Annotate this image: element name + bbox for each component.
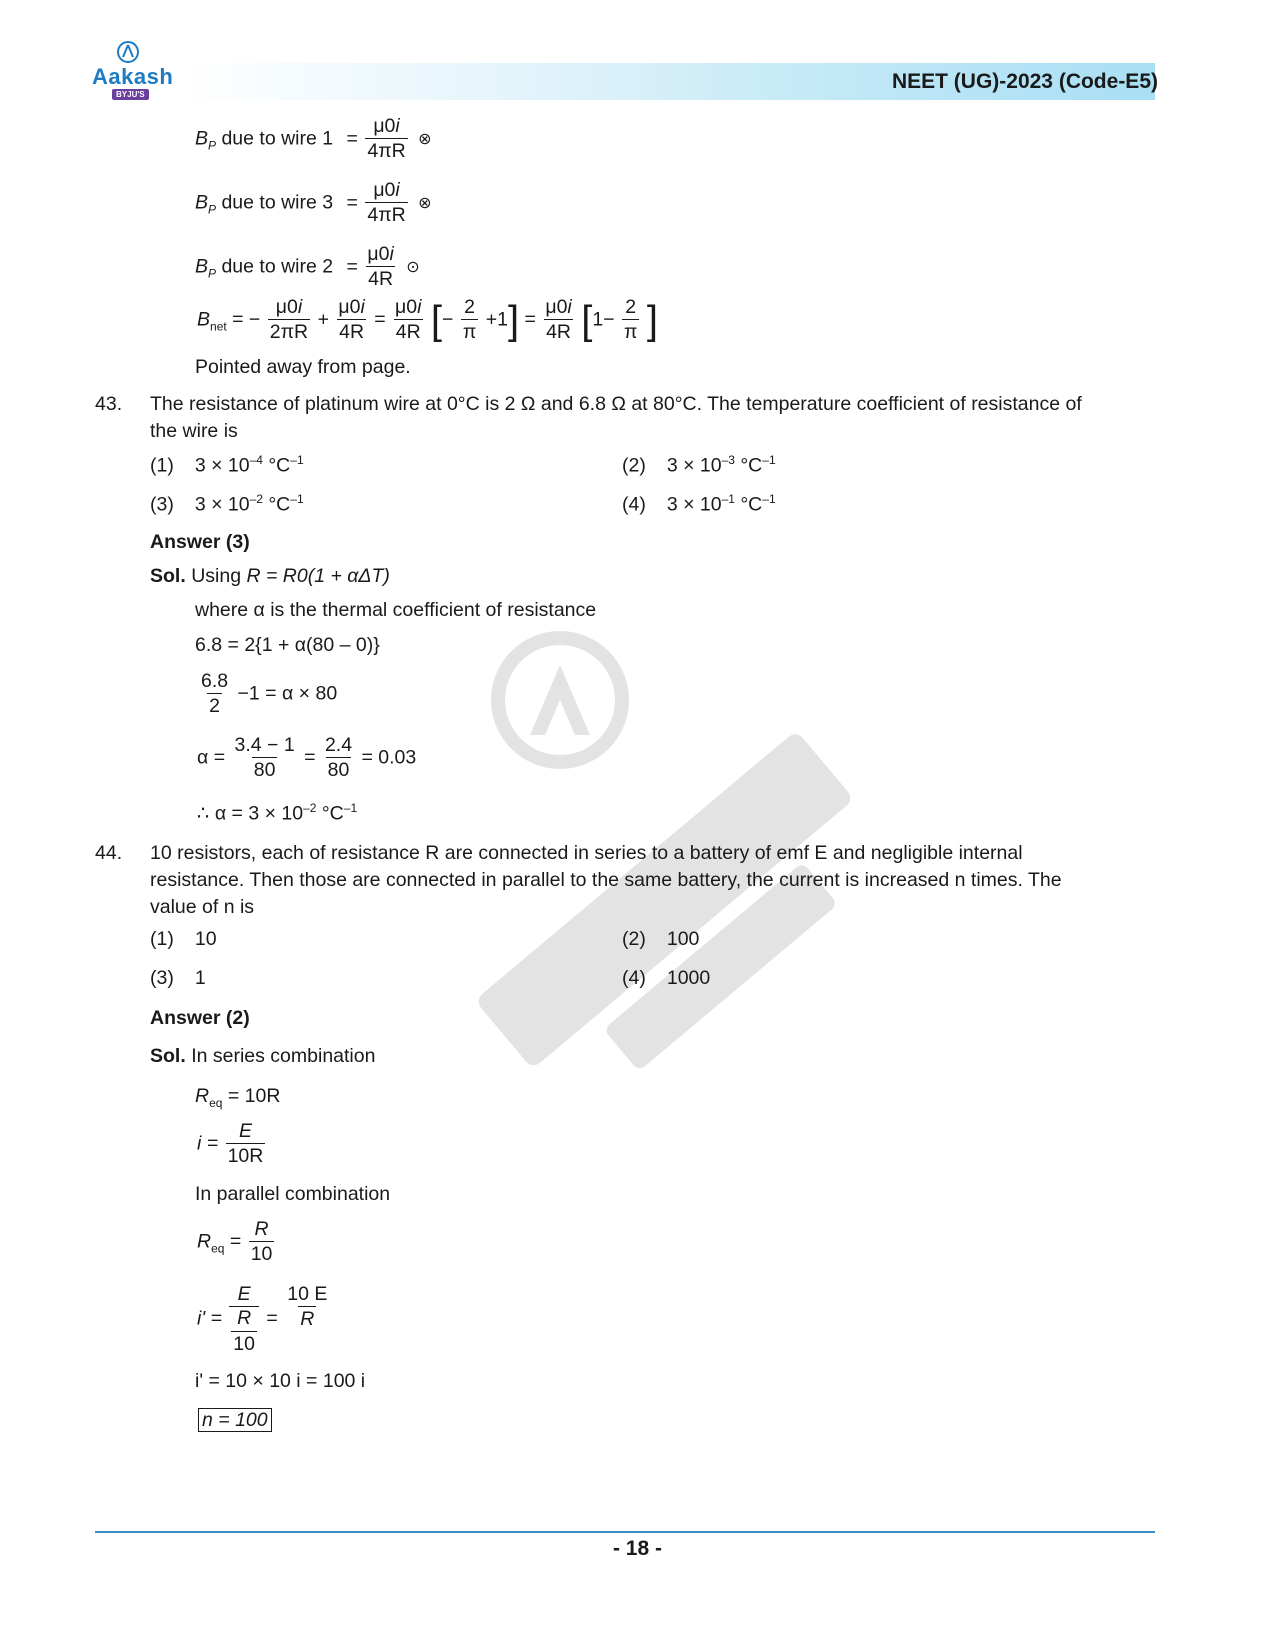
- logo-text: Aakash: [92, 64, 174, 89]
- current-series: i = $\frac{E}{10R}$: [197, 1120, 264, 1168]
- page-number: - 18 -: [612, 1537, 662, 1560]
- option-2: (2) $3 \times 10^{-3}$ $^\circ C^{-1}$: [622, 453, 776, 477]
- logo-sub-badge: BYJU'S: [112, 89, 149, 100]
- solution-fraction-line: $\frac{6.8}{2}$ −1 = α × 80: [201, 670, 338, 718]
- option-2: (2) 100: [622, 928, 700, 950]
- bp-wire3-row: $B_P$ due to wire 3 = $\frac{\mu 0i}{4\pi R}$ ⊗: [195, 179, 432, 227]
- question-text: 10 resistors, each of resistance R are connected in series to a battery of emf E and negligible internal: [150, 842, 1023, 864]
- bnet-equation: $B_{net}$ = − $\frac{\mu 0i}{2\pi R}$ + $\frac{\mu 0i}{4R}$ = $\frac{\mu 0i}{4R}$ [− $\frac{2}{\pi}$ +1] = $\frac{\mu 0i}{4R}$ [1− $\frac{2}{\pi}$ ]: [197, 296, 658, 344]
- req-parallel: $R_{eq}$ = $\frac{R}{10}$: [197, 1218, 273, 1266]
- option-3: (3) $3 \times 10^{-2}$ $^\circ C^{-1}$: [150, 492, 304, 516]
- logo-emblem-icon: [116, 40, 140, 64]
- question-text: the wire is: [150, 420, 238, 442]
- into-page-icon: ⊗: [418, 131, 432, 149]
- pointed-away-text: Pointed away from page.: [195, 356, 411, 378]
- out-of-page-icon: ⊙: [406, 259, 420, 277]
- answer-label: Answer (2): [150, 1007, 250, 1029]
- question-text: value of n is: [150, 896, 255, 918]
- option-1: (1) 10: [150, 928, 217, 950]
- fraction: $\frac{\mu 0i}{4\pi R}$: [367, 179, 406, 227]
- solution-intro: Sol. Using R = R0(1 + αΔT): [150, 565, 390, 587]
- answer-label: Answer (3): [150, 531, 250, 553]
- current-parallel: i' = $\frac{E}{\frac{R}{10}}$ = $\frac{10 E}{R}$: [197, 1283, 328, 1355]
- question-number: 44.: [95, 842, 123, 864]
- fraction: $\frac{\mu 0i}{4R}$: [367, 243, 394, 291]
- question-text: The resistance of platinum wire at 0°C is 2 Ω and 6.8 Ω at 80°C. The temperature coefficient of resistance of: [150, 393, 1082, 415]
- fraction: $\frac{\mu 0i}{4\pi R}$: [367, 115, 406, 163]
- solution-final: ∴ $\alpha = 3 \times 10^{-2}$ $^\circ C^{-1}$: [197, 801, 358, 825]
- solution-line: where α is the thermal coefficient of resistance: [195, 599, 597, 621]
- solution-alpha-line: α = $\frac{3.4 - 1}{80}$ = $\frac{2.4}{80}$ = 0.03: [197, 734, 417, 782]
- page-header-title: NEET (UG)-2023 (Code-E5): [891, 70, 1158, 93]
- bp-wire1-row: $B_P$ due to wire 1 = $\frac{\mu 0i}{4\pi R}$ ⊗: [195, 115, 432, 163]
- bp-wire2-row: $B_P$ due to wire 2 = $\frac{\mu 0i}{4R}$ ⊙: [195, 243, 420, 291]
- footer-rule: [95, 1531, 1155, 1533]
- option-1: (1) $3 \times 10^{-4}$ $^\circ C^{-1}$: [150, 453, 304, 477]
- question-number: 43.: [95, 393, 123, 415]
- question-text: resistance. Then those are connected in parallel to the same battery, the current is increased n times. The: [150, 869, 1062, 891]
- solution-line: 6.8 = 2{1 + α(80 – 0)}: [195, 634, 380, 656]
- result-box: n = 100: [198, 1409, 272, 1432]
- option-4: (4) $3 \times 10^{-1}$ $^\circ C^{-1}$: [622, 492, 776, 516]
- solution-line: In parallel combination: [195, 1183, 391, 1205]
- solution-intro: Sol. In series combination: [150, 1045, 376, 1067]
- into-page-icon: ⊗: [418, 195, 432, 213]
- req-series: $R_{eq} = 10R$: [195, 1085, 281, 1110]
- option-3: (3) 1: [150, 967, 206, 989]
- solution-line: i' = 10 × 10 i = 100 i: [195, 1370, 366, 1392]
- option-4: (4) 1000: [622, 967, 711, 989]
